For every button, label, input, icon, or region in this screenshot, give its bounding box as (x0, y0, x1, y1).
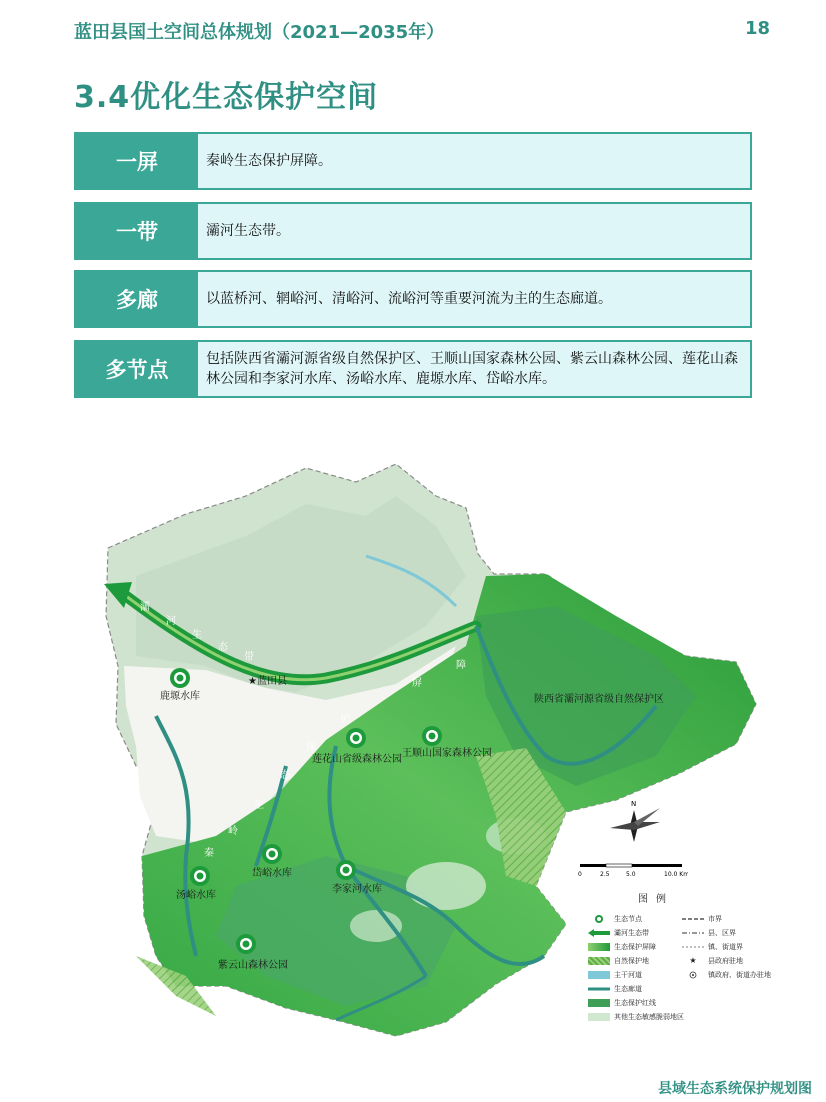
node-icon (190, 866, 210, 886)
row-desc: 灞河生态带。 (206, 223, 290, 239)
tangyu-label: 汤峪水库 (176, 890, 216, 901)
dash-line-icon (682, 915, 704, 923)
legend-label: 灞河生态带 (614, 929, 649, 937)
legend-label: 主干河道 (614, 971, 642, 979)
barrier-swatch (588, 943, 610, 951)
qinling-char: 态 (280, 770, 290, 781)
legend-label: 生态保护屏障 (614, 943, 656, 951)
row-label: 多节点 (76, 342, 198, 396)
north-arrow (600, 798, 670, 848)
legend-item (588, 998, 656, 1008)
legend-label: 自然保护地 (614, 957, 649, 965)
legend-item (682, 956, 743, 966)
luyuan-label: 鹿塬水库 (160, 691, 200, 702)
legend-item (588, 1012, 684, 1022)
eco-belt-arrow-icon (588, 929, 610, 937)
legend-item (588, 956, 649, 966)
row-label: 多廊 (76, 272, 198, 326)
doc-header (74, 18, 770, 44)
row-label: 一带 (76, 204, 198, 258)
qinling-char: 屏 (412, 678, 422, 689)
node-icon (170, 668, 190, 688)
scale-tick: 5.0 (626, 871, 636, 878)
lijiahe-label: 李家河水库 (332, 884, 382, 895)
row-yidai (74, 202, 752, 260)
page-number: 18 (744, 18, 770, 39)
legend-label: 市界 (708, 915, 722, 923)
qinling-char: 护 (340, 714, 350, 725)
north-label: N (631, 800, 637, 808)
row-duojiedian (74, 340, 752, 398)
node-icon (262, 844, 282, 864)
legend-item (588, 914, 642, 924)
river-swatch (588, 971, 610, 979)
legend-label: 镇、街道界 (708, 943, 743, 951)
map-caption: 县域生态系统保护规划图 (658, 1081, 812, 1097)
qinling-char: 保 (306, 742, 316, 753)
legend-label: 镇政府、街道办驻地 (708, 971, 771, 979)
node-icon (346, 728, 366, 748)
daiyu-label: 岱峪水库 (252, 868, 292, 879)
node-icon (422, 726, 442, 746)
legend-item (588, 942, 656, 952)
node-icon (588, 915, 610, 923)
scale-tick: 0 (578, 871, 582, 878)
sensitive-patch (406, 862, 486, 910)
row-desc: 秦岭生态保护屏障。 (206, 153, 332, 169)
map-legend (582, 890, 772, 1050)
scale-tick: 2.5 (600, 871, 610, 878)
row-desc: 以蓝桥河、辋峪河、清峪河、流峪河等重要河流为主的生态廊道。 (206, 291, 612, 307)
scale-bar (578, 860, 688, 880)
scale-tick: 10.0 Km (664, 871, 688, 878)
row-desc: 包括陕西省灞河源省级自然保护区、王顺山国家森林公园、紫云山森林公园、莲花山森林公园和李家河水库、汤峪水库、鹿塬水库、岱峪水库。 (206, 351, 738, 387)
qinling-char: 障 (456, 660, 466, 671)
circle-dot-icon (682, 971, 704, 979)
legend-item (588, 928, 649, 938)
legend-label: 生态保护红线 (614, 999, 656, 1007)
dash-dot-line-icon (682, 929, 704, 937)
legend-item (682, 942, 743, 952)
node-icon (336, 860, 356, 880)
thin-dash-line-icon (682, 943, 704, 951)
hatch-swatch (588, 957, 610, 965)
qinling-char: 生 (254, 800, 264, 811)
legend-item (682, 914, 722, 924)
redline-swatch (588, 999, 610, 1007)
bahe-char: 灞 (140, 602, 150, 613)
legend-item (682, 928, 736, 938)
legend-item (588, 984, 642, 994)
node-icon (236, 934, 256, 954)
bahe-char: 生 (192, 630, 202, 641)
section-title: 3.4优化生态保护空间 (74, 80, 379, 115)
row-label: 一屏 (76, 134, 198, 188)
bahe-char: 态 (218, 642, 228, 653)
corridor-swatch (588, 985, 610, 993)
compass-ew (610, 822, 660, 830)
ziyunshan-label: 紫云山森林公园 (218, 960, 288, 971)
legend-label: 县政府驻地 (708, 957, 743, 965)
legend-label: 其他生态敏感脆弱地区 (614, 1013, 684, 1021)
star-icon: ★ (689, 956, 697, 965)
lantian-label: ★蓝田县 (248, 676, 287, 687)
doc-title: 蓝田县国土空间总体规划（2021—2035年） (74, 22, 445, 43)
wangshunshan-label: 王顺山国家森林公园 (402, 748, 492, 759)
lianhuashan-label: 莲花山省级森林公园 (312, 754, 402, 765)
legend-item (682, 970, 771, 980)
qinling-char: 秦 (204, 848, 214, 859)
legend-label: 县、区界 (708, 929, 736, 937)
bahe-reserve-label: 陕西省灞河源省级自然保护区 (534, 694, 664, 705)
bahe-char: 带 (244, 652, 254, 663)
legend-item (588, 970, 642, 980)
row-duolang (74, 270, 752, 328)
qinling-char: 岭 (228, 826, 238, 837)
row-yiping (74, 132, 752, 190)
legend-title: 图例 (638, 894, 674, 905)
bahe-char: 河 (166, 616, 176, 627)
sensitive-swatch (588, 1013, 610, 1021)
legend-label: 生态节点 (614, 915, 642, 923)
legend-label: 生态廊道 (614, 985, 642, 993)
